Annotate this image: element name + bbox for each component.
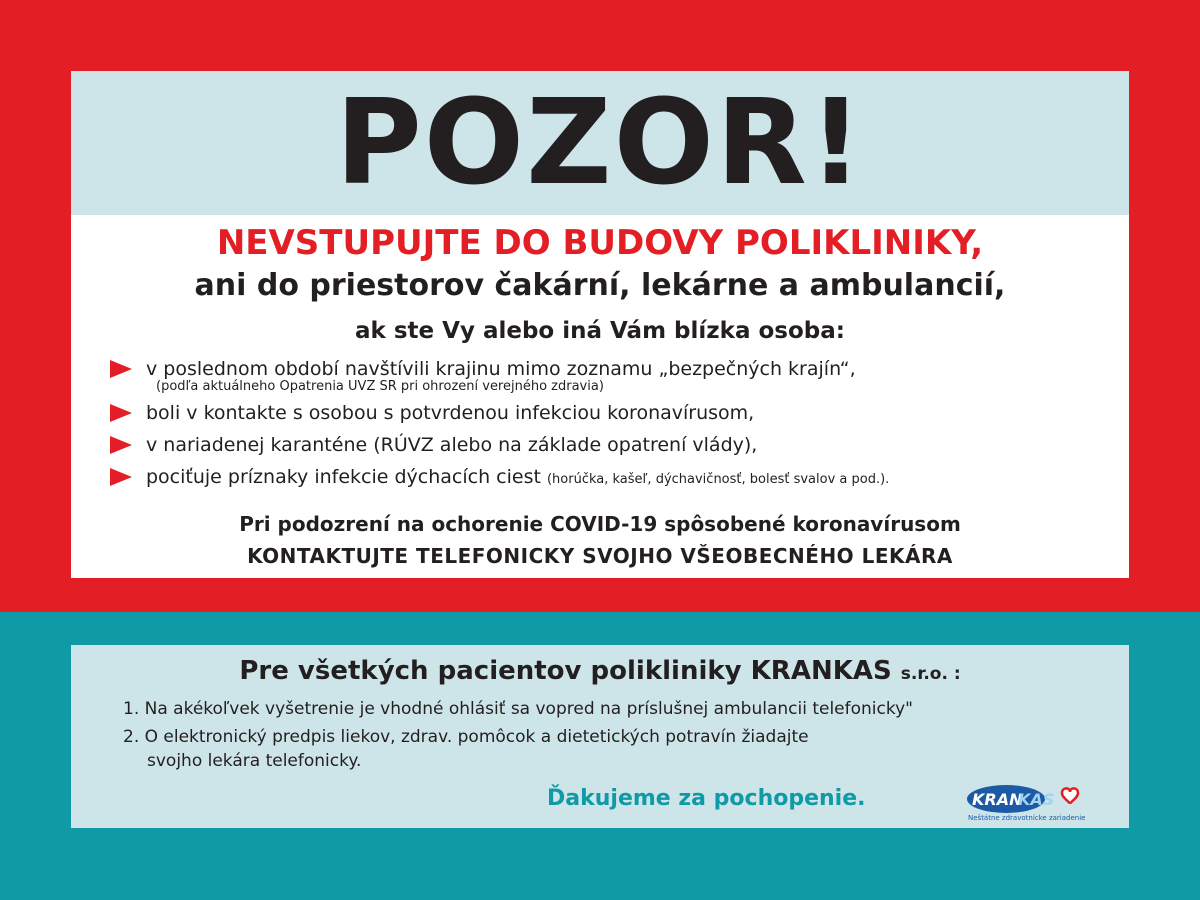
krankas-logo-graphic xyxy=(966,782,1086,816)
rule-text: 2. O elektronický predpis liekov, zdrav. pomôcok a dietetických potravín žiadajte xyxy=(123,727,809,747)
patients-title-suffix: s.r.o. : xyxy=(900,664,961,684)
logo-text-primary: KRAN xyxy=(972,790,1023,809)
warning-notice-panel xyxy=(71,71,1129,578)
condition-text: v nariadenej karanténe (RÚVZ alebo na základe opatrení vlády), xyxy=(146,434,758,456)
triangle-bullet-icon xyxy=(110,360,132,378)
patients-title-text: Pre všetkých pacientov polikliniky KRANKAS xyxy=(239,656,892,686)
condition-text: pociťuje príznaky infekcie dýchacích ciest xyxy=(146,466,541,488)
rule-item-1 xyxy=(123,697,1123,721)
triangle-bullet-icon xyxy=(110,404,132,422)
krankas-logo xyxy=(966,782,1086,826)
triangle-bullet-icon xyxy=(110,436,132,454)
condition-note: (horúčka, kašeľ, dýchavičnosť, bolesť svalov a pod.). xyxy=(546,472,890,487)
lead-text: ak ste Vy alebo iná Vám blízka osoba: xyxy=(355,318,845,344)
patients-info-panel xyxy=(71,645,1129,828)
condition-text: boli v kontakte s osobou s potvrdenou infekciou koronavírusom, xyxy=(146,402,755,424)
closing-line-1: Pri podozrení na ochorenie COVID-19 spôsobené koronavírusom xyxy=(239,512,961,536)
headline: POZOR! xyxy=(335,73,865,211)
closing-line-2: KONTAKTUJTE TELEFONICKY SVOJHO VŠEOBECNÉHO LEKÁRA xyxy=(247,544,953,568)
patients-title xyxy=(71,651,1129,694)
condition-item-3 xyxy=(108,432,1118,458)
condition-text: v poslednom období navštívili krajinu mimo zoznamu „bezpečných krajín“, xyxy=(146,358,856,380)
subline-text: ani do priestorov čakární, lekárne a ambulancií, xyxy=(194,268,1006,303)
rule-text: 1. Na akékoľvek vyšetrenie je vhodné ohlásiť sa vopred na príslušnej ambulancii telefonicky" xyxy=(123,699,913,719)
condition-item-1 xyxy=(108,356,1118,394)
rule-continuation: svojho lekára telefonicky. xyxy=(147,751,362,771)
triangle-bullet-icon xyxy=(110,468,132,486)
logo-text-secondary: KAS xyxy=(1018,790,1055,809)
thanks-text: Ďakujeme za pochopenie. xyxy=(547,786,866,811)
conditions-list xyxy=(108,356,1118,493)
logo-tagline: Neštátne zdravotnícke zariadenie xyxy=(968,814,1086,822)
rule-item-2 xyxy=(123,725,1123,773)
heart-icon xyxy=(1062,788,1078,804)
headline-box xyxy=(71,71,1129,215)
patient-rules-list xyxy=(123,697,1123,773)
condition-item-4 xyxy=(108,464,1118,493)
condition-item-2 xyxy=(108,400,1118,426)
condition-note: (podľa aktuálneho Opatrenia UVZ SR pri ohrození verejného zdravia) xyxy=(156,379,604,394)
warning-text: NEVSTUPUJTE DO BUDOVY POLIKLINIKY, xyxy=(216,223,984,263)
